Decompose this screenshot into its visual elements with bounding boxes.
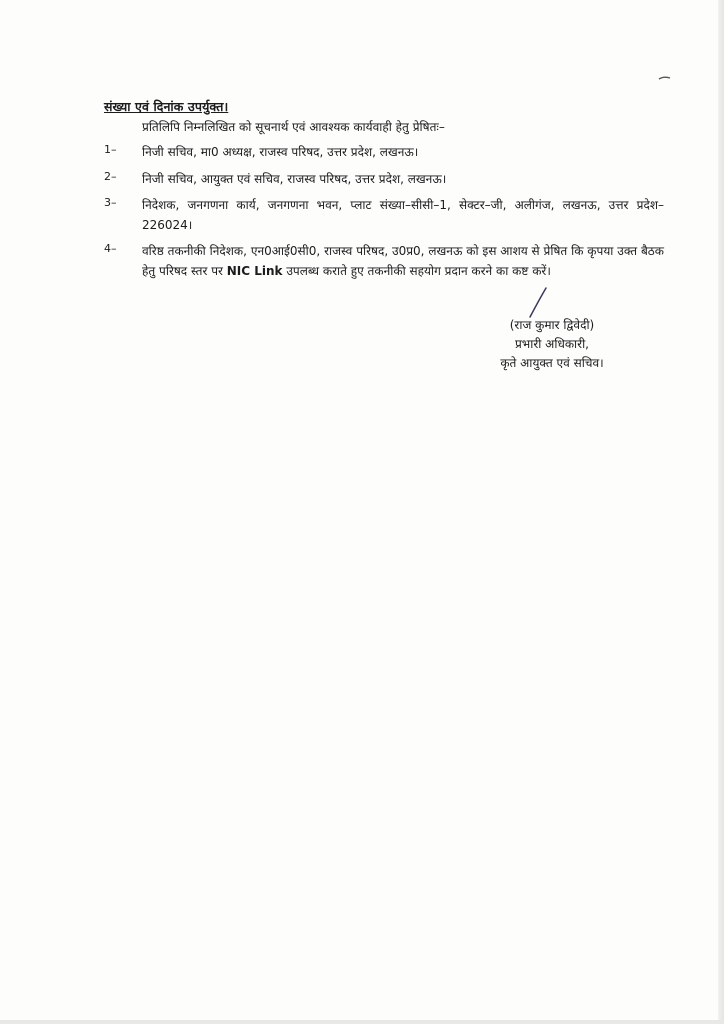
signature-stroke bbox=[522, 286, 552, 320]
recipient-list bbox=[104, 143, 664, 288]
item-text bbox=[142, 242, 664, 281]
copy-forwarded-intro: प्रतिलिपि निम्नलिखित को सूचनार्थ एवं आवश्यक कार्यवाही हेतु प्रेषितः– bbox=[142, 120, 445, 134]
page-edge-bottom bbox=[0, 1020, 724, 1024]
list-item bbox=[104, 242, 664, 281]
signature-block bbox=[472, 316, 632, 373]
item-number: 4– bbox=[104, 242, 117, 255]
signatory-name: (राज कुमार द्विवेदी) bbox=[509, 318, 595, 332]
item-text-part: उपलब्ध कराते हुए तकनीकी सहयोग प्रदान करने का कष्ट करें। bbox=[282, 263, 551, 278]
signatory-on-behalf: कृते आयुक्त एवं सचिव। bbox=[500, 356, 604, 370]
item-number: 1– bbox=[104, 143, 117, 156]
item-number: 2– bbox=[104, 169, 117, 183]
item-text: निजी सचिव, मा0 अध्यक्ष, राजस्व परिषद, उत्तर प्रदेश, लखनऊ। bbox=[142, 145, 419, 159]
scan-mark bbox=[658, 75, 672, 81]
item-number: 3– bbox=[104, 196, 117, 209]
item-text-part: वरिष्ठ तकनीकी निदेशक, एन0आई0सी0, राजस्व परिषद, उ0प्र0, लखनऊ को इस आशय से प्रेषित कि कृपया उक्त बैठक हेतु परिषद स्तर पर bbox=[142, 244, 664, 278]
list-item bbox=[104, 170, 664, 190]
reference-heading: संख्या एवं दिनांक उपर्युक्त। bbox=[104, 99, 229, 114]
nic-link-text: NIC Link bbox=[226, 263, 283, 278]
item-text: निदेशक, जनगणना कार्य, जनगणना भवन, प्लाट संख्या–सीसी–1, सेक्टर–जी, अलीगंज, लखनऊ, उत्तर प्रदेश–226024। bbox=[142, 198, 664, 232]
page-edge bbox=[718, 0, 724, 1024]
signatory-designation: प्रभारी अधिकारी, bbox=[514, 337, 589, 351]
list-item bbox=[104, 196, 664, 235]
item-text: निजी सचिव, आयुक्त एवं सचिव, राजस्व परिषद, उत्तर प्रदेश, लखनऊ। bbox=[142, 171, 447, 186]
list-item bbox=[104, 143, 664, 163]
